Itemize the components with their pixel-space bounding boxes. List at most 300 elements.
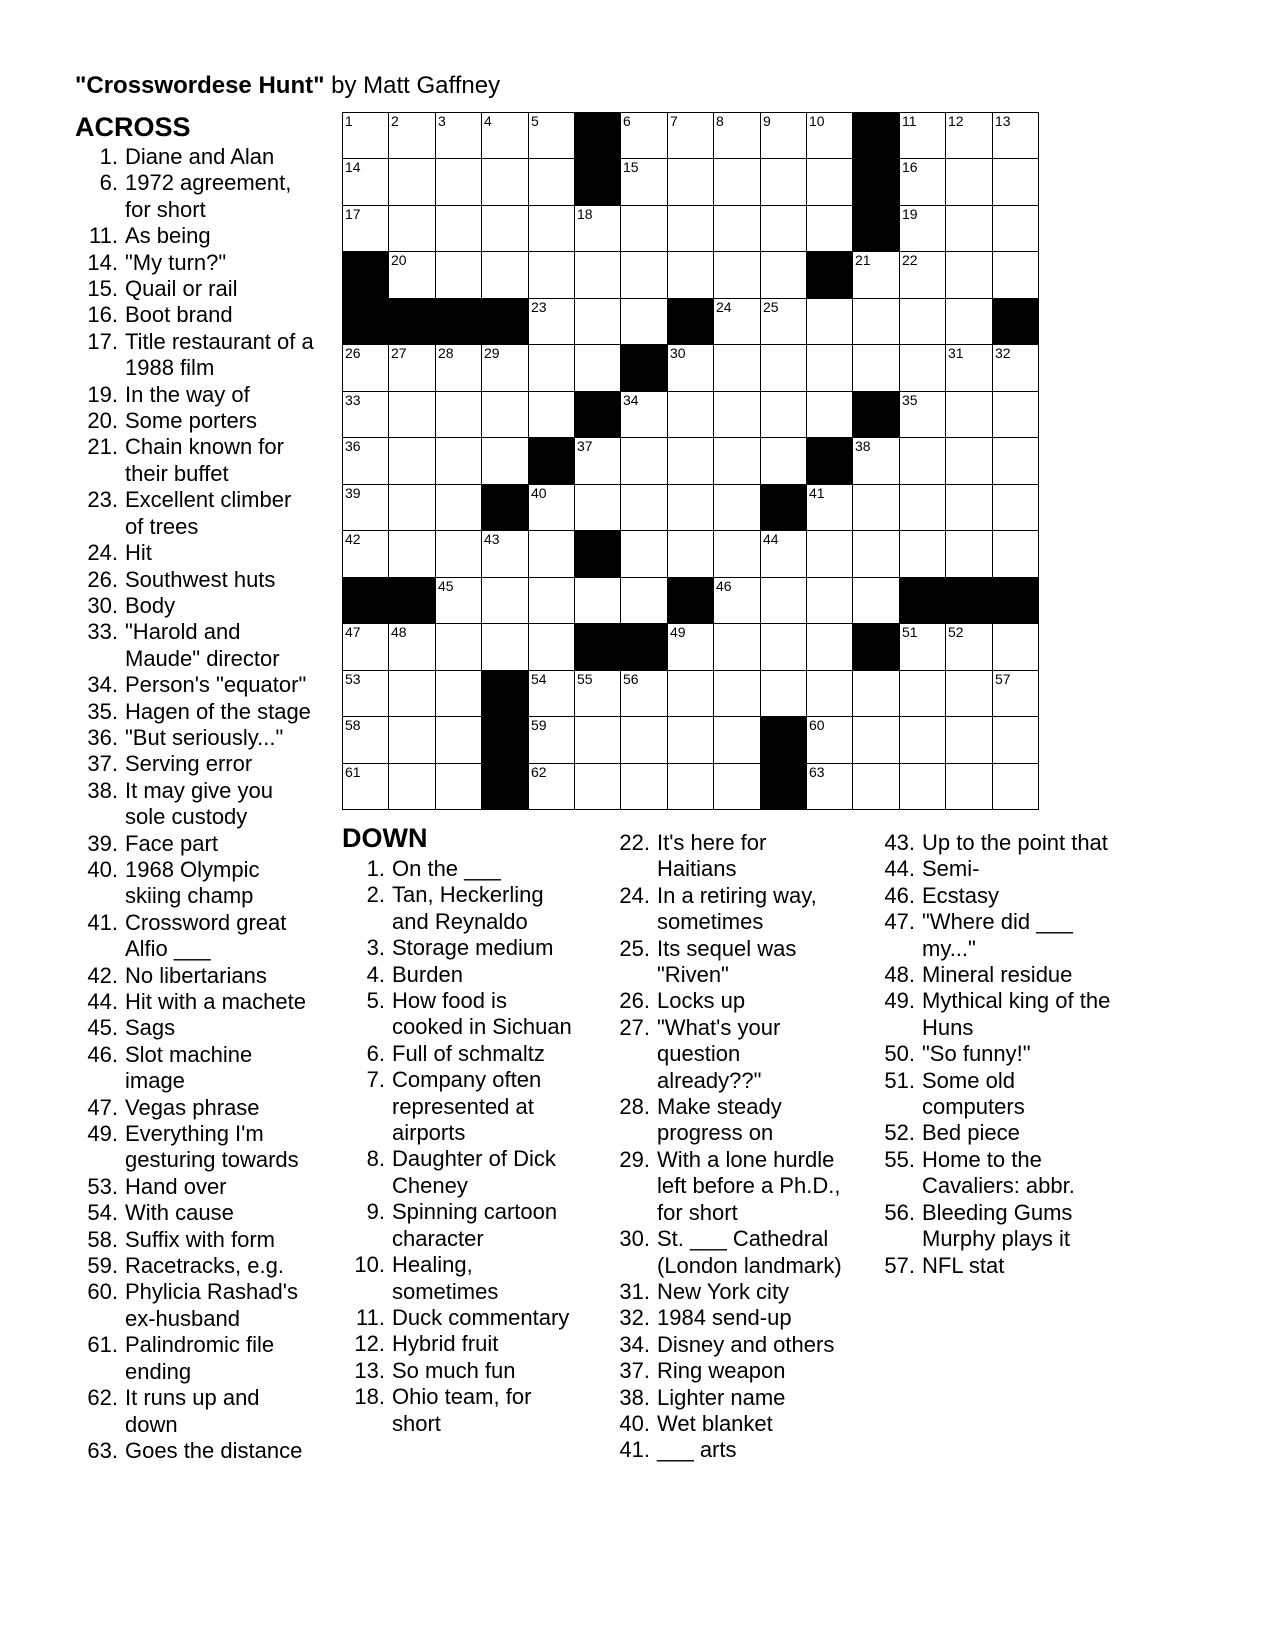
cell-number: 14 [345, 159, 361, 175]
grid-cell[interactable] [807, 764, 853, 810]
grid-cell[interactable] [900, 392, 946, 438]
cell-number: 51 [902, 624, 918, 640]
grid-cell[interactable] [853, 764, 900, 810]
grid-cell[interactable] [575, 299, 621, 345]
clue-number: 38. [87, 777, 118, 803]
clue-text-line: Alfio ___ [125, 936, 211, 962]
clue-item [607, 1332, 862, 1358]
grid-cell[interactable] [575, 485, 621, 531]
grid-cell[interactable] [807, 113, 853, 159]
grid-cell[interactable] [714, 206, 761, 252]
grid-cell[interactable] [993, 345, 1039, 392]
grid-cell[interactable] [853, 717, 900, 764]
grid-cell[interactable] [482, 392, 529, 438]
clue-number: 11. [89, 223, 118, 249]
grid-cell[interactable] [668, 252, 714, 299]
clue-number: 17. [87, 328, 118, 354]
clue-number: 42. [87, 962, 118, 988]
clue-text-line: Spinning cartoon [392, 1199, 558, 1225]
cell-number: 6 [623, 113, 631, 129]
cell-number: 3 [438, 113, 446, 129]
grid-cell[interactable] [343, 624, 389, 671]
grid-cell[interactable] [621, 578, 668, 624]
grid-cell[interactable] [761, 345, 807, 392]
clue-text-line: Company often [392, 1067, 542, 1093]
clue-text-line: Diane and Alan [125, 144, 275, 169]
grid-cell[interactable] [946, 299, 993, 345]
grid-cell[interactable] [575, 671, 621, 717]
black-square [807, 438, 853, 485]
clue-item [75, 1200, 330, 1226]
grid-cell[interactable] [668, 113, 714, 159]
grid-cell[interactable] [668, 345, 714, 392]
grid-cell[interactable] [389, 159, 436, 206]
grid-cell[interactable] [529, 159, 575, 206]
clue-text-line: Cheney [392, 1172, 468, 1198]
grid-cell[interactable] [946, 438, 993, 485]
grid-cell[interactable] [993, 764, 1039, 810]
grid-cell[interactable] [436, 624, 482, 671]
black-square [343, 252, 389, 299]
clue-item [75, 1095, 330, 1121]
clue-number: 63. [87, 1437, 118, 1463]
clue-item [872, 856, 1162, 882]
grid-cell[interactable] [900, 485, 946, 531]
grid-cell[interactable] [761, 113, 807, 159]
clue-text-line: Everything I'm [125, 1121, 264, 1147]
grid-cell[interactable] [807, 671, 853, 717]
grid-cell[interactable] [807, 531, 853, 578]
grid-cell[interactable] [714, 764, 761, 810]
grid-cell[interactable] [575, 438, 621, 485]
grid-cell[interactable] [853, 345, 900, 392]
grid-cell[interactable] [436, 764, 482, 810]
cell-number: 31 [948, 345, 964, 361]
black-square [343, 299, 389, 345]
grid-cell[interactable] [389, 764, 436, 810]
clue-number: 47. [884, 909, 915, 935]
grid-cell[interactable] [621, 252, 668, 299]
grid-cell[interactable] [621, 485, 668, 531]
grid-cell[interactable] [529, 531, 575, 578]
grid-cell[interactable] [529, 113, 575, 159]
grid-cell[interactable] [993, 392, 1039, 438]
grid-cell[interactable] [482, 531, 529, 578]
grid-cell[interactable] [714, 299, 761, 345]
clue-text-line: With a lone hurdle [657, 1146, 835, 1172]
grid-cell[interactable] [900, 206, 946, 252]
clue-number: 18. [354, 1384, 385, 1410]
clue-number: 40. [87, 856, 118, 882]
grid-cell[interactable] [900, 438, 946, 485]
clue-text-line: No libertarians [125, 962, 267, 988]
grid-cell[interactable] [807, 624, 853, 671]
clue-item [75, 1385, 330, 1438]
clue-number: 54. [87, 1200, 118, 1226]
clue-text-line: Cavaliers: abbr. [922, 1173, 1075, 1199]
grid-cell[interactable] [946, 531, 993, 578]
grid-cell[interactable] [343, 671, 389, 717]
grid-cell[interactable] [946, 206, 993, 252]
clue-text-line: image [125, 1068, 185, 1094]
grid-cell[interactable] [900, 531, 946, 578]
grid-cell[interactable] [900, 764, 946, 810]
grid-cell[interactable] [993, 624, 1039, 671]
grid-cell[interactable] [389, 624, 436, 671]
grid-cell[interactable] [668, 717, 714, 764]
grid-cell[interactable] [714, 392, 761, 438]
clue-text-line: Lighter name [657, 1384, 786, 1410]
cell-number: 37 [577, 438, 593, 454]
grid-cell[interactable] [621, 113, 668, 159]
grid-cell[interactable] [436, 113, 482, 159]
clue-text-line: Daughter of Dick [392, 1146, 556, 1172]
clue-text-line: ending [125, 1358, 192, 1384]
grid-cell[interactable] [761, 252, 807, 299]
grid-cell[interactable] [714, 624, 761, 671]
grid-cell[interactable] [436, 392, 482, 438]
clue-item [872, 1200, 1162, 1253]
grid-cell[interactable] [343, 345, 389, 392]
clue-item [872, 1068, 1162, 1121]
grid-cell[interactable] [389, 531, 436, 578]
grid-cell[interactable] [993, 717, 1039, 764]
grid-cell[interactable] [900, 252, 946, 299]
cell-number: 5 [531, 113, 539, 129]
clue-number: 35. [87, 698, 118, 724]
clue-number: 5. [366, 988, 385, 1014]
clue-number: 31. [619, 1278, 650, 1304]
grid-cell[interactable] [807, 299, 853, 345]
grid-cell[interactable] [389, 717, 436, 764]
grid-cell[interactable] [482, 578, 529, 624]
clue-text-line: Serving error [125, 751, 253, 777]
grid-cell[interactable] [714, 578, 761, 624]
grid-cell[interactable] [993, 485, 1039, 531]
grid-cell[interactable] [761, 206, 807, 252]
grid-cell[interactable] [807, 206, 853, 252]
cell-number: 41 [809, 485, 825, 501]
grid-cell[interactable] [343, 485, 389, 531]
grid-cell[interactable] [668, 159, 714, 206]
grid-cell[interactable] [668, 624, 714, 671]
grid-cell[interactable] [761, 578, 807, 624]
grid-cell[interactable] [529, 578, 575, 624]
clue-text-line: Palindromic file [125, 1332, 275, 1358]
grid-cell[interactable] [575, 578, 621, 624]
grid-cell[interactable] [529, 671, 575, 717]
grid-cell[interactable] [946, 113, 993, 159]
grid-cell[interactable] [946, 345, 993, 392]
clue-number: 48. [884, 962, 915, 988]
grid-cell[interactable] [714, 671, 761, 717]
grid-cell[interactable] [389, 671, 436, 717]
grid-cell[interactable] [714, 252, 761, 299]
grid-cell[interactable] [343, 764, 389, 810]
clue-text-line: Up to the point that [922, 830, 1108, 855]
grid-cell[interactable] [946, 252, 993, 299]
clue-item [75, 619, 330, 672]
grid-cell[interactable] [853, 252, 900, 299]
cell-number: 23 [531, 299, 547, 315]
grid-cell[interactable] [575, 717, 621, 764]
clue-number: 55. [884, 1146, 915, 1172]
clue-text-line: It's here for [657, 830, 767, 855]
grid-cell[interactable] [946, 159, 993, 206]
grid-cell[interactable] [668, 392, 714, 438]
clue-text-line: ___ arts [657, 1437, 737, 1463]
grid-cell[interactable] [993, 113, 1039, 159]
grid-cell[interactable] [436, 671, 482, 717]
grid-cell[interactable] [807, 345, 853, 392]
black-square [389, 578, 436, 624]
grid-cell[interactable] [668, 764, 714, 810]
grid-cell[interactable] [529, 252, 575, 299]
grid-cell[interactable] [482, 252, 529, 299]
grid-cell[interactable] [993, 671, 1039, 717]
clue-number: 44. [87, 989, 118, 1014]
grid-cell[interactable] [853, 438, 900, 485]
cell-number: 42 [345, 531, 361, 547]
grid-cell[interactable] [621, 159, 668, 206]
clue-text-line: for short [125, 196, 206, 222]
clue-item [75, 1438, 330, 1464]
clue-text-line: sole custody [125, 804, 248, 830]
grid-cell[interactable] [343, 531, 389, 578]
clue-text-line: Sags [125, 1015, 176, 1041]
grid-cell[interactable] [714, 485, 761, 531]
grid-cell[interactable] [946, 717, 993, 764]
grid-cell[interactable] [853, 578, 900, 624]
clue-text-line: Person's "equator" [125, 672, 307, 698]
cell-number: 1 [345, 113, 353, 129]
cell-number: 55 [577, 671, 593, 687]
grid-cell[interactable] [900, 345, 946, 392]
clue-item [607, 1385, 862, 1411]
grid-cell[interactable] [714, 717, 761, 764]
grid-cell[interactable] [946, 485, 993, 531]
grid-cell[interactable] [436, 717, 482, 764]
clue-text-line: Goes the distance [125, 1437, 303, 1463]
clue-text-line: question [657, 1041, 741, 1067]
grid-cell[interactable] [714, 531, 761, 578]
clue-number: 26. [87, 566, 118, 592]
grid-cell[interactable] [529, 392, 575, 438]
grid-cell[interactable] [389, 438, 436, 485]
grid-cell[interactable] [993, 252, 1039, 299]
grid-cell[interactable] [946, 624, 993, 671]
grid-cell[interactable] [343, 392, 389, 438]
cell-number: 57 [995, 671, 1011, 687]
grid-cell[interactable] [714, 438, 761, 485]
cell-number: 54 [531, 671, 547, 687]
grid-cell[interactable] [853, 671, 900, 717]
clue-text-line: It may give you [125, 777, 273, 803]
black-square [668, 578, 714, 624]
grid-cell[interactable] [993, 206, 1039, 252]
clue-item [607, 1411, 862, 1437]
grid-cell[interactable] [436, 485, 482, 531]
grid-cell[interactable] [529, 485, 575, 531]
grid-cell[interactable] [529, 764, 575, 810]
cell-number: 11 [902, 113, 917, 129]
grid-cell[interactable] [436, 578, 482, 624]
grid-cell[interactable] [436, 252, 482, 299]
grid-cell[interactable] [529, 299, 575, 345]
grid-cell[interactable] [529, 206, 575, 252]
grid-cell[interactable] [761, 299, 807, 345]
clue-number: 34. [619, 1331, 650, 1357]
grid-cell[interactable] [993, 531, 1039, 578]
grid-cell[interactable] [621, 299, 668, 345]
cell-number: 27 [391, 345, 407, 361]
grid-cell[interactable] [482, 159, 529, 206]
grid-cell[interactable] [343, 159, 389, 206]
grid-cell[interactable] [900, 299, 946, 345]
grid-cell[interactable] [807, 485, 853, 531]
clue-text-line: cooked in Sichuan [392, 1014, 572, 1040]
black-square [575, 624, 621, 671]
clue-number: 12. [354, 1331, 385, 1357]
grid-cell[interactable] [575, 206, 621, 252]
clue-text-line: already??" [657, 1067, 762, 1093]
clue-item [872, 909, 1162, 962]
black-square [668, 299, 714, 345]
cell-number: 17 [345, 206, 361, 222]
grid-cell[interactable] [621, 717, 668, 764]
grid-cell[interactable] [900, 113, 946, 159]
clue-number: 13. [354, 1357, 385, 1383]
clue-text-line: 1968 Olympic [125, 856, 260, 882]
cell-number: 33 [345, 392, 361, 408]
grid-cell[interactable] [389, 485, 436, 531]
grid-cell[interactable] [482, 624, 529, 671]
grid-cell[interactable] [668, 206, 714, 252]
grid-cell[interactable] [482, 438, 529, 485]
clue-item [75, 144, 330, 170]
grid-cell[interactable] [389, 392, 436, 438]
grid-cell[interactable] [343, 113, 389, 159]
grid-cell[interactable] [761, 392, 807, 438]
grid-cell[interactable] [621, 764, 668, 810]
grid-cell[interactable] [436, 438, 482, 485]
clue-text-line: of trees [125, 513, 199, 539]
grid-cell[interactable] [714, 159, 761, 206]
black-square [761, 764, 807, 810]
grid-cell[interactable] [436, 206, 482, 252]
grid-cell[interactable] [575, 764, 621, 810]
grid-cell[interactable] [807, 392, 853, 438]
puzzle-byline: by Matt Gaffney [331, 72, 501, 99]
grid-cell[interactable] [807, 159, 853, 206]
grid-cell[interactable] [343, 206, 389, 252]
grid-cell[interactable] [436, 531, 482, 578]
grid-cell[interactable] [807, 578, 853, 624]
clue-number: 28. [619, 1094, 650, 1120]
grid-cell[interactable] [761, 159, 807, 206]
grid-cell[interactable] [946, 764, 993, 810]
clue-text-line: Maude" director [125, 645, 280, 671]
grid-cell[interactable] [343, 438, 389, 485]
cell-number: 24 [716, 299, 732, 315]
grid-cell[interactable] [482, 113, 529, 159]
clue-item [607, 1305, 862, 1331]
clue-item [75, 857, 330, 910]
clue-text-line: "What's your [657, 1014, 781, 1040]
grid-cell[interactable] [529, 345, 575, 392]
grid-cell[interactable] [853, 299, 900, 345]
grid-cell[interactable] [761, 531, 807, 578]
grid-cell[interactable] [621, 671, 668, 717]
clue-item [75, 751, 330, 777]
cell-number: 35 [902, 392, 918, 408]
grid-cell[interactable] [853, 531, 900, 578]
grid-cell[interactable] [668, 438, 714, 485]
grid-cell[interactable] [761, 671, 807, 717]
grid-cell[interactable] [482, 345, 529, 392]
grid-cell[interactable] [575, 345, 621, 392]
clue-text-line: Semi- [922, 856, 980, 882]
clue-item [607, 1437, 862, 1463]
grid-cell[interactable] [389, 113, 436, 159]
grid-cell[interactable] [946, 392, 993, 438]
clue-text-line: sometimes [657, 909, 764, 935]
grid-cell[interactable] [436, 345, 482, 392]
black-square [575, 113, 621, 159]
grid-cell[interactable] [761, 624, 807, 671]
grid-cell[interactable] [529, 624, 575, 671]
grid-cell[interactable] [575, 252, 621, 299]
grid-cell[interactable] [621, 206, 668, 252]
grid-cell[interactable] [761, 438, 807, 485]
grid-cell[interactable] [900, 717, 946, 764]
grid-cell[interactable] [389, 206, 436, 252]
clue-item [75, 831, 330, 857]
cell-number: 45 [438, 578, 454, 594]
grid-cell[interactable] [482, 206, 529, 252]
grid-cell[interactable] [993, 438, 1039, 485]
grid-cell[interactable] [343, 717, 389, 764]
grid-cell[interactable] [436, 159, 482, 206]
clue-number: 33. [87, 619, 118, 645]
grid-cell[interactable] [807, 717, 853, 764]
down-clue-list-col2 [607, 830, 862, 1464]
grid-cell[interactable] [529, 717, 575, 764]
grid-cell[interactable] [900, 159, 946, 206]
clue-text-line: Boot brand [125, 302, 233, 328]
grid-cell[interactable] [900, 671, 946, 717]
grid-cell[interactable] [389, 252, 436, 299]
grid-cell[interactable] [389, 345, 436, 392]
grid-cell[interactable] [668, 671, 714, 717]
grid-cell[interactable] [853, 485, 900, 531]
grid-cell[interactable] [621, 392, 668, 438]
grid-cell[interactable] [621, 438, 668, 485]
clue-number: 45. [87, 1015, 118, 1041]
grid-cell[interactable] [900, 624, 946, 671]
grid-cell[interactable] [714, 113, 761, 159]
grid-cell[interactable] [993, 159, 1039, 206]
grid-cell[interactable] [621, 531, 668, 578]
grid-cell[interactable] [714, 345, 761, 392]
clue-item [75, 382, 330, 408]
grid-cell[interactable] [668, 531, 714, 578]
clue-item [75, 223, 330, 249]
grid-cell[interactable] [946, 671, 993, 717]
clue-number: 3. [366, 935, 385, 961]
cell-number: 2 [391, 113, 399, 129]
grid-cell[interactable] [668, 485, 714, 531]
